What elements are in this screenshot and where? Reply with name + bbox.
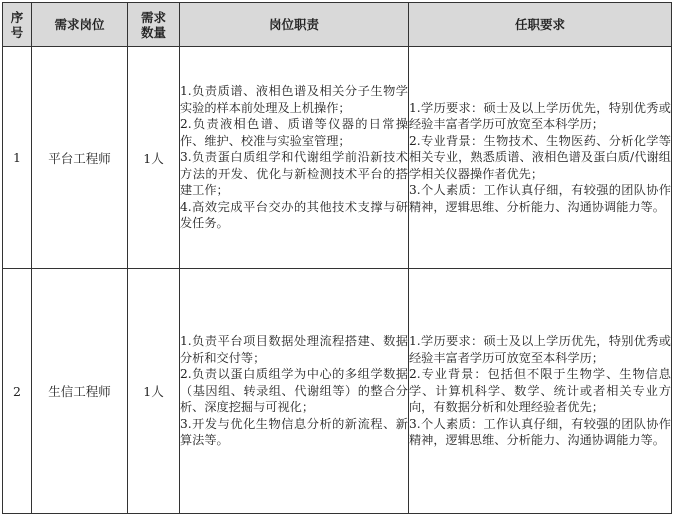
header-requirements: 任职要求 — [409, 3, 672, 47]
row-duties: 1.负责质谱、液相色谱及相关分子生物学实验的样本前处理及上机操作； 2.负责液相色谱、质谱等仪器的日常操作、维护、校准与实验室管理； 3.负责蛋白质组学和代谢组学前沿新技术方法的开发、优化与新检测技术平台的搭建工作； 4.高效完成平台交办的其他技术支撑与研发任务。 — [180, 47, 409, 269]
recruitment-table — [2, 2, 672, 514]
row-position: 生信工程师 — [32, 269, 128, 514]
row-index: 1 — [3, 47, 32, 269]
header-row — [3, 3, 672, 47]
table-row — [3, 269, 672, 514]
header-position: 需求岗位 — [32, 3, 128, 47]
table-row — [3, 47, 672, 269]
row-count: 1人 — [128, 47, 180, 269]
row-position: 平台工程师 — [32, 47, 128, 269]
row-count: 1人 — [128, 269, 180, 514]
row-requirements: 1.学历要求：硕士及以上学历优先，特别优秀或经验丰富者学历可放宽至本科学历； 2.专业背景：包括但不限于生物学、生物信息学、计算机科学、数学、统计或者相关专业方向，有数据分析和处理经验者优先； 3.个人素质：工作认真仔细，有较强的团队协作精神，逻辑思维、分析能力、沟通协调能力等。 — [409, 269, 672, 514]
header-index: 序 号 — [3, 3, 32, 47]
header-count: 需求 数量 — [128, 3, 180, 47]
row-requirements: 1.学历要求：硕士及以上学历优先，特别优秀或经验丰富者学历可放宽至本科学历； 2.专业背景：生物技术、生物医药、分析化学等相关专业，熟悉质谱、液相色谱及蛋白质/代谢组学相关仪器操作者优先； 3.个人素质：工作认真仔细，有较强的团队协作精神，逻辑思维、分析能力、沟通协调能力等。 — [409, 47, 672, 269]
row-duties: 1.负责平台项目数据处理流程搭建、数据分析和交付等； 2.负责以蛋白质组学为中心的多组学数据（基因组、转录组、代谢组等）的整合分析、深度挖掘与可视化； 3.开发与优化生物信息分析的新流程、新算法等。 — [180, 269, 409, 514]
header-duties: 岗位职责 — [180, 3, 409, 47]
row-index: 2 — [3, 269, 32, 514]
